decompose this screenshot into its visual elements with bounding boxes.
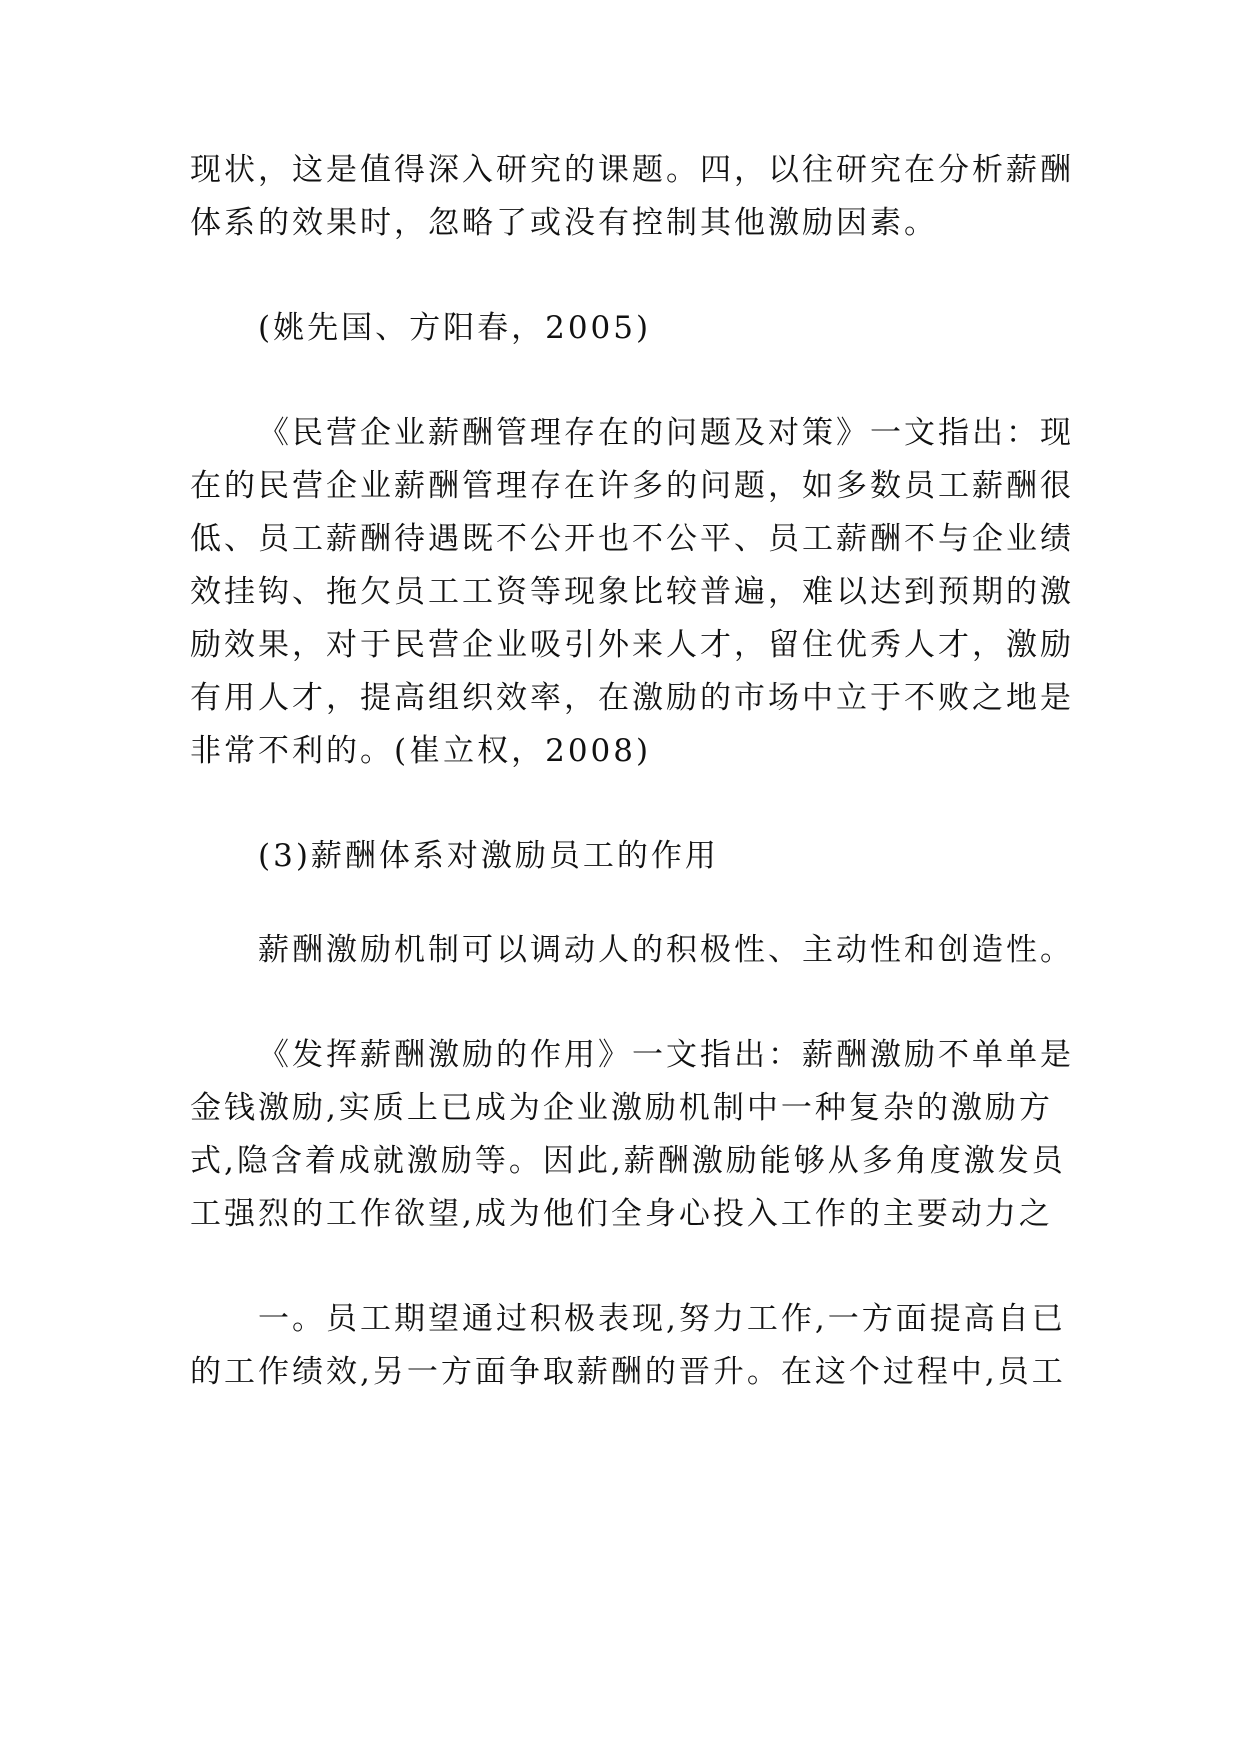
citation-line: (姚先国、方阳春，2005) <box>258 310 652 346</box>
text-line: 非常不利的。(崔立权，2008) <box>190 733 652 769</box>
text-line: 体系的效果时，忽略了或没有控制其他激励因素。 <box>190 205 938 241</box>
text-line: 薪酬激励机制可以调动人的积极性、主动性和创造性。 <box>258 932 1074 968</box>
text-line: 式,隐含着成就激励等。因此,薪酬激励能够从多角度激发员 <box>190 1143 1066 1179</box>
text-line: 低、员工薪酬待遇既不公开也不公平、员工薪酬不与企业绩 <box>190 521 1074 557</box>
text-line: 效挂钩、拖欠员工工资等现象比较普遍，难以达到预期的激 <box>190 574 1074 610</box>
text-line: 在的民营企业薪酬管理存在许多的问题，如多数员工薪酬很 <box>190 468 1074 504</box>
text-line: 励效果，对于民营企业吸引外来人才，留住优秀人才，激励 <box>190 627 1074 663</box>
text-line: 一。员工期望通过积极表现,努力工作,一方面提高自已 <box>258 1301 1066 1337</box>
text-line: 金钱激励,实质上已成为企业激励机制中一种复杂的激励方 <box>190 1090 1053 1126</box>
text-line: 《发挥薪酬激励的作用》一文指出：薪酬激励不单单是 <box>258 1037 1074 1073</box>
text-line: 有用人才，提高组织效率，在激励的市场中立于不败之地是 <box>190 680 1074 716</box>
text-line: 的工作绩效,另一方面争取薪酬的晋升。在这个过程中,员工 <box>190 1354 1066 1390</box>
text-line: 现状，这是值得深入研究的课题。四，以往研究在分析薪酬 <box>190 152 1074 188</box>
section-heading: (3)薪酬体系对激励员工的作用 <box>258 838 719 874</box>
text-line: 《民营企业薪酬管理存在的问题及对策》一文指出：现 <box>258 415 1074 451</box>
text-line: 工强烈的工作欲望,成为他们全身心投入工作的主要动力之 <box>190 1196 1053 1232</box>
